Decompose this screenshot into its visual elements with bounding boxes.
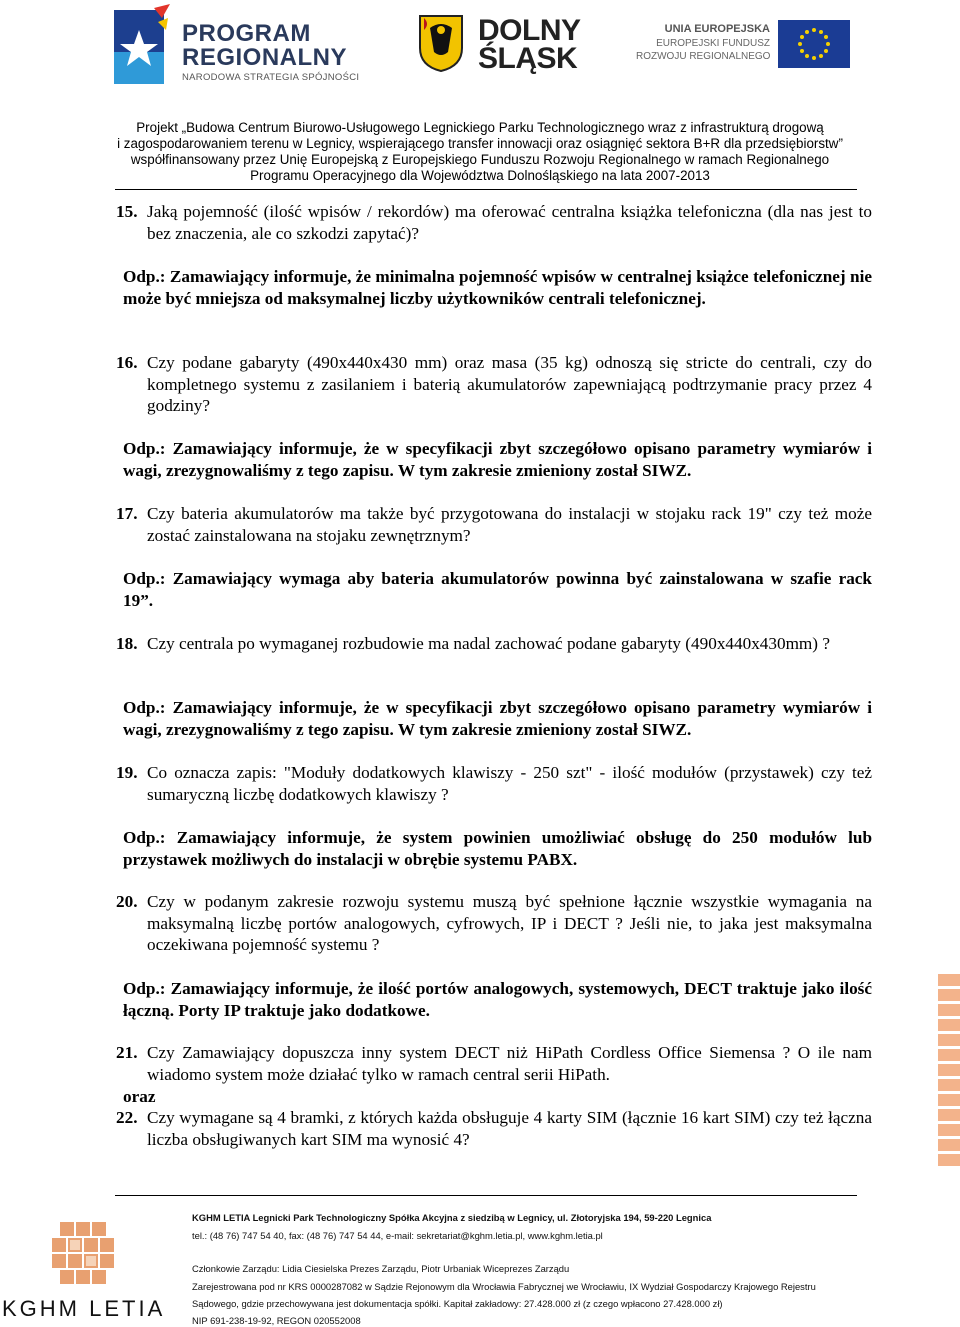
program-regionalny-star-icon [110, 4, 172, 88]
question-number: 21. [116, 1043, 138, 1062]
footer-line-3: Członkowie Zarządu: Lidia Ciesielska Prezes Zarządu, Piotr Urbaniak Wiceprezes Zarządu [192, 1263, 570, 1274]
question-number: 20. [116, 892, 138, 911]
answer-text: Zamawiający informuje, że minimalna pojemność wpisów w centralnej książce telefonicznej nie może być mniejsza od maksymalnej liczby użytkowników centrali telefonicznej. [123, 267, 872, 308]
question-text: Jaką pojemność (ilość wpisów / rekordów) ma oferować centralna książka telefoniczna (dla nas jest to bez znaczenia, ale co szkodzi zapytać)? [147, 202, 872, 243]
slask-label: ŚLĄSK [478, 42, 578, 75]
answer-19 [123, 827, 872, 870]
project-header [100, 120, 860, 184]
question-16 [116, 352, 872, 417]
question-text: Co oznacza zapis: "Moduły dodatkowych klawiszy - 250 szt" - ilość modułów (przystawek) czy też sumaryczną liczbę dodatkowych klawiszy ? [147, 763, 872, 804]
ue-label: UNIA EUROPEJSKA [664, 23, 770, 35]
dolny-slask-logo [418, 8, 588, 88]
answer-16 [123, 438, 872, 481]
program-regionalny-logo [110, 4, 370, 94]
question-number: 19. [116, 763, 138, 782]
efrr-label-2: ROZWOJU REGIONALNEGO [636, 51, 771, 62]
question-text: Czy bateria akumulatorów ma także być przygotowana do instalacji w stojaku rack 19" czy też może zostać zainstalowana na stojaku zewnętrznym? [147, 504, 872, 545]
answer-text: Zamawiający informuje, że system powinien umożliwiać obsługę do 250 modułów lub przystawek możliwych do instalacji w obrębie systemu PABX. [123, 828, 872, 869]
header-divider [115, 189, 857, 190]
footer-divider [115, 1195, 857, 1196]
answer-lead: Odp.: [123, 979, 171, 998]
project-line-4: Programu Operacyjnego dla Województwa Dolnośląskiego na lata 2007-2013 [250, 168, 710, 183]
project-line-3: współfinansowany przez Unię Europejską z Europejskiego Funduszu Rozwoju Regionalnego w ramach Regionalnego [130, 152, 830, 167]
answer-15 [123, 266, 872, 309]
question-text: Czy podane gabaryty (490x440x430 mm) oraz masa (35 kg) odnoszą się stricte do centrali, czy do kompletnego systemu z zasilaniem i baterią akumulatorów zapewniającą podtrzymanie pracy przez 4 godziny? [147, 353, 872, 416]
side-ornament [938, 974, 960, 1174]
efrr-label-1: EUROPEJSKI FUNDUSZ [656, 38, 770, 49]
footer-line-2: tel.: (48 76) 747 54 40, fax: (48 76) 747 54 44, e-mail: sekretariat@kghm.letia.pl, www.kghm.letia.pl [192, 1230, 603, 1241]
question-22 [116, 1107, 872, 1150]
answer-18 [123, 697, 872, 740]
unia-europejska-logo [636, 20, 856, 70]
answer-lead: Odp.: [123, 267, 170, 286]
dolny-label: DOLNY [478, 14, 581, 47]
footer-line-4: Zarejestrowana pod nr KRS 0000287082 w Sądzie Rejonowym dla Wrocławia Fabrycznej we Wrocławiu, IX Wydział Gospodarczy Krajowego Rejestru [192, 1281, 816, 1292]
answer-text: Zamawiający informuje, że w specyfikacji zbyt szczegółowo opisano parametry wymiarów i wagi, zrezygnowaliśmy z tego zapisu. W tym zakresie zmieniony został SIWZ. [123, 698, 872, 739]
question-15 [116, 201, 872, 244]
question-number: 15. [116, 202, 138, 221]
question-20 [116, 891, 872, 956]
question-19 [116, 762, 872, 805]
question-number: 22. [116, 1108, 138, 1127]
question-number: 18. [116, 634, 138, 653]
answer-17 [123, 568, 872, 611]
strategia-label: NARODOWA STRATEGIA SPÓJNOŚCI [182, 72, 360, 83]
dolny-slask-crest-icon [418, 14, 464, 72]
question-text: Czy Zamawiający dopuszcza inny system DECT niż HiPath Cordless Office Siemensa ? O ile nam wiadomo system może działać tylko w ramach central serii HiPath. [147, 1043, 872, 1084]
regionalny-label: REGIONALNY [182, 44, 348, 71]
connector-oraz: oraz [123, 1087, 156, 1106]
kghm-letia-wordmark: KGHM LETIA [2, 1296, 166, 1321]
program-label: PROGRAM [182, 20, 311, 47]
kghm-letia-logo [0, 1222, 180, 1327]
question-18 [116, 633, 872, 655]
footer-line-1: KGHM LETIA Legnicki Park Technologiczny Spółka Akcyjna z siedzibą w Legnicy, ul. Złotoryjska 194, 59-220 Legnica [192, 1212, 712, 1223]
question-text: Czy wymagane są 4 bramki, z których każda obsługuje 4 karty SIM (łącznie 16 kart SIM) czy też łączna liczba obsługiwanych kart SIM ma wynosić 4? [147, 1108, 872, 1149]
question-17 [116, 503, 872, 546]
answer-text: Zamawiający informuje, że ilość portów analogowych, systemowych, DECT traktuje jako ilość łączną. Porty IP traktuje jako dodatkowe. [123, 979, 873, 1020]
kghm-grid-icon [52, 1222, 118, 1288]
footer-line-6: NIP 691-238-19-92, REGON 020552008 [192, 1315, 361, 1326]
answer-lead: Odp.: [123, 828, 177, 847]
answer-text: Zamawiający informuje, że w specyfikacji zbyt szczegółowo opisano parametry wymiarów i wagi, zrezygnowaliśmy z tego zapisu. W tym zakresie zmieniony został SIWZ. [123, 439, 872, 480]
question-number: 17. [116, 504, 138, 523]
answer-20 [123, 978, 872, 1021]
project-line-1: Projekt „Budowa Centrum Biurowo-Usługowego Legnickiego Parku Technologicznego wraz z infrastrukturą drogową [136, 120, 824, 135]
answer-lead: Odp.: [123, 439, 173, 458]
header-logos [0, 0, 960, 110]
eu-flag-icon [778, 20, 850, 68]
project-line-2: i zagospodarowaniem terenu w Legnicy, wspierającego transfer innowacji oraz osiągnięć sektora B+R dla przedsiębiorstw” [117, 136, 843, 151]
footer-line-5: Sądowego, gdzie przechowywana jest dokumentacja spółki. Kapitał zakładowy: 27.428.000 zł (z czego wpłacono 27.428.000 zł) [192, 1298, 723, 1309]
question-21 [116, 1042, 872, 1085]
question-text: Czy w podanym zakresie rozwoju systemu muszą być spełnione łącznie wszystkie wymagania na maksymalną liczbę portów analogowych, cyfrowych, IP i DECT ? Jeśli nie, to jaka jest maksymalna oczekiwana pojemność systemu ? [147, 892, 872, 955]
answer-lead: Odp.: [123, 569, 173, 588]
answer-lead: Odp.: [123, 698, 173, 717]
answer-text: Zamawiający wymaga aby bateria akumulatorów powinna być zainstalowana w szafie rack 19”. [123, 569, 872, 610]
question-text: Czy centrala po wymaganej rozbudowie ma nadal zachować podane gabaryty (490x440x430mm) ? [147, 634, 830, 653]
question-number: 16. [116, 353, 138, 372]
